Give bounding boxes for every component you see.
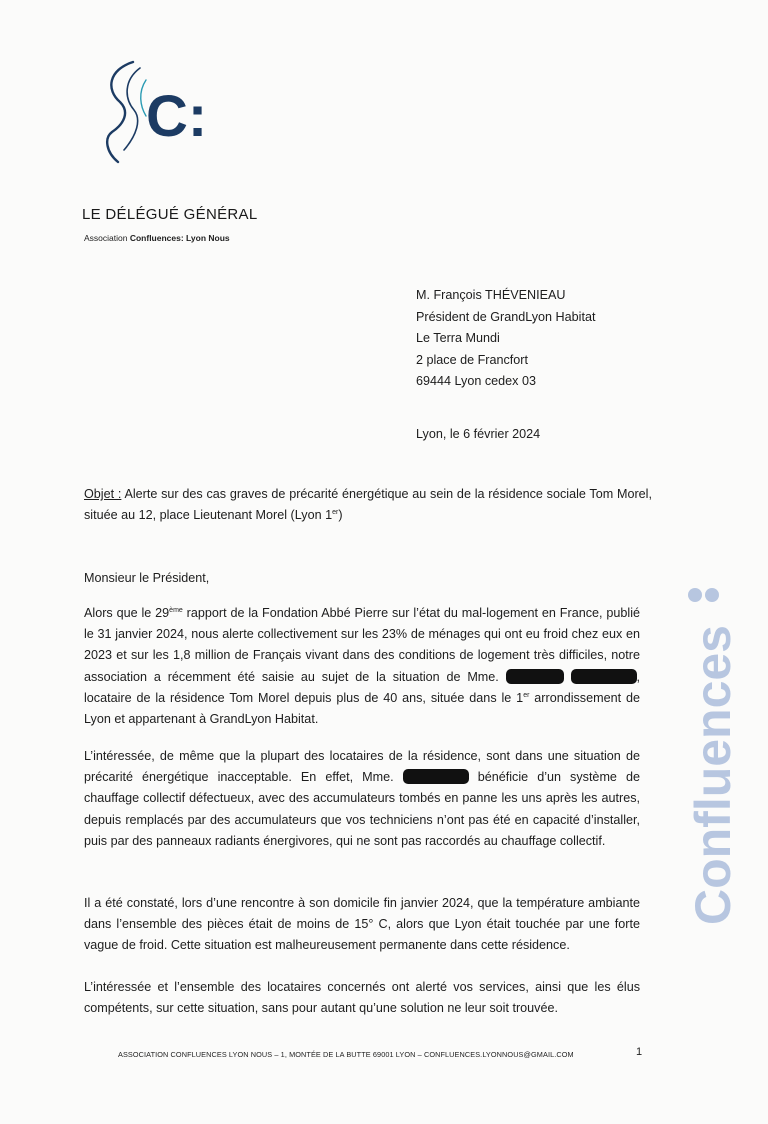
side-brand-dot	[705, 588, 719, 602]
org-subtitle: Association Confluences: Lyon Nous	[84, 233, 230, 243]
recipient-line: 69444 Lyon cedex 03	[416, 374, 536, 388]
side-brand-dot	[688, 588, 702, 602]
paragraph-1: Alors que le 29ème rapport de la Fondation Abbé Pierre sur l’état du mal-logement en France, publié le 31 janvier 2024, nous alerte collectivement sur les 23% de ménages qui ont eu froid chez eux en 2023 et sur les 1,8 million de Français vivant dans des conditions de logement très difficiles, notre association a récemment été saisie au sujet de la situation de Mme. , locataire de la résidence Tom Morel depuis plus de 40 ans, située dans le 1er arrondissement de Lyon et appartenant à GrandLyon Habitat.	[84, 606, 641, 727]
recipient-line: M. François THÉVENIEAU	[416, 288, 566, 302]
letter-date: Lyon, le 6 février 2024	[416, 427, 541, 441]
confluences-logo	[100, 58, 220, 168]
logo-flow-stroke-2	[124, 68, 140, 150]
recipient-address	[416, 285, 595, 393]
footer-address: ASSOCIATION CONFLUENCES LYON NOUS – 1, MONTÉE DE LA BUTTE 69001 LYON – CONFLUENCES.LYONNOUS@GMAIL.COM	[118, 1050, 574, 1059]
redacted-name	[506, 669, 564, 684]
recipient-line: 2 place de Francfort	[416, 352, 529, 367]
subject-line: Objet : Alerte sur des cas graves de précarité énergétique au sein de la résidence sociale Tom Morel, située au 12, place Lieutenant Morel (Lyon 1er)	[84, 487, 652, 522]
side-brand-text: Confluences	[685, 624, 741, 925]
subject-label: Objet :	[84, 487, 122, 501]
recipient-line: Le Terra Mundi	[416, 331, 500, 345]
paragraph-4: L’intéressée et l’ensemble des locataires concernés ont alerté vos services, ainsi que les élus compétents, sur cette situation, sans pour autant qu’une solution ne leur soit trouvée.	[84, 980, 640, 1016]
recipient-line: Président de GrandLyon Habitat	[416, 309, 596, 324]
side-brand-watermark	[672, 585, 750, 930]
logo-letter: C:	[146, 84, 208, 149]
redacted-name	[403, 769, 469, 784]
redacted-name	[571, 669, 637, 684]
paragraph-2: L’intéressée, de même que la plupart des locataires de la résidence, sont dans une situation de précarité énergétique inacceptable. En effet, Mme. bénéficie d’un système de chauffage collectif défectueux, avec des accumulateurs tombés en panne les uns après les autres, depuis remplacés par des accumulateurs que vos techniciens n’ont pas été en capacité d’installer, puis par des panneaux radiants énergivores, qui ne sont pas raccordés au chauffage collectif.	[84, 749, 640, 848]
logo-flow-stroke	[107, 62, 133, 162]
page-number: 1	[636, 1046, 643, 1058]
org-title: LE DÉLÉGUÉ GÉNÉRAL	[82, 206, 258, 223]
paragraph-3: Il a été constaté, lors d’une rencontre à son domicile fin janvier 2024, que la température ambiante dans l’ensemble des pièces était de moins de 15° C, alors que Lyon était touchée par une forte vague de froid. Cette situation est malheureusement permanente dans cette résidence.	[84, 896, 640, 953]
salutation: Monsieur le Président,	[84, 571, 210, 585]
